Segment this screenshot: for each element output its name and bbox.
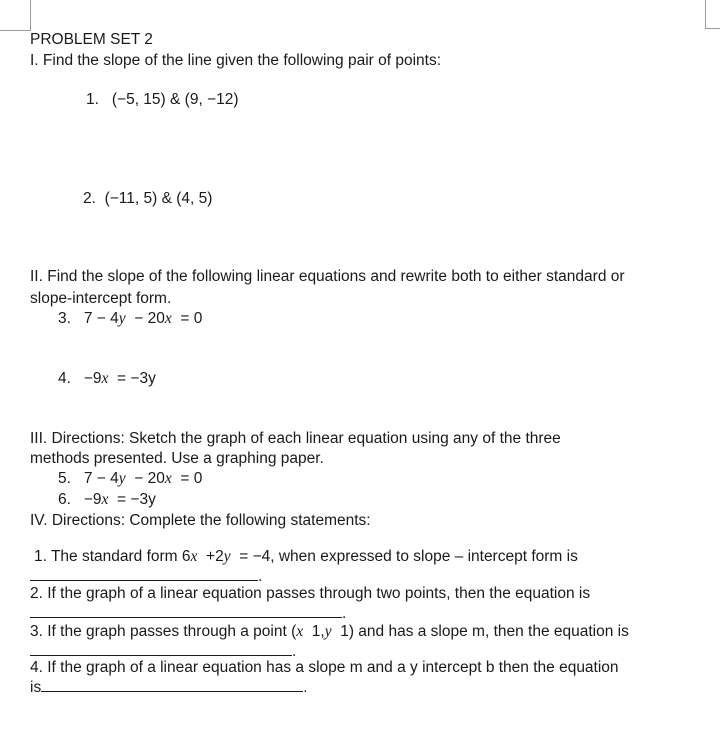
statement-3-answer: [30, 641, 296, 661]
part1-heading: I. Find the slope of the line given the following pair of points:: [30, 52, 441, 69]
variable-y: y: [118, 310, 126, 327]
variable-x: x: [164, 470, 172, 487]
equation-part: −9: [83, 370, 102, 387]
statement-1: [34, 548, 578, 566]
item-number: 4.: [58, 370, 71, 387]
part2-heading-line1: II. Find the slope of the following linear equations and rewrite both to either standard or: [30, 268, 625, 285]
item-number: 6.: [58, 491, 71, 508]
answer-blank-3[interactable]: [30, 641, 292, 656]
statement-text: +2: [197, 548, 224, 565]
equation-part: = 0: [171, 310, 203, 327]
part3-heading-line1: III. Directions: Sketch the graph of each linear equation using any of the three: [30, 430, 561, 447]
variable-x: x: [101, 491, 109, 508]
page-corner-mark-left: [0, 0, 31, 31]
statement-2: 2. If the graph of a linear equation passes through two points, then the equation is: [30, 585, 591, 602]
answer-blank-2[interactable]: [30, 603, 342, 618]
statement-text: is: [30, 679, 42, 696]
answer-blank-4[interactable]: [41, 677, 303, 692]
variable-x: x: [164, 310, 172, 327]
item-6: [58, 491, 156, 509]
statement-2-answer: [30, 603, 346, 623]
equation-part: − 20: [125, 470, 165, 487]
item-2: [83, 190, 212, 208]
variable-y: y: [118, 470, 126, 487]
variable-x: x: [296, 623, 304, 640]
statement-3: [30, 623, 629, 641]
statement-period: .: [292, 643, 297, 660]
statement-1-answer: [30, 566, 262, 586]
equation-part: = 0: [171, 470, 203, 487]
statement-period: .: [303, 679, 308, 696]
item-number: 3.: [58, 310, 71, 327]
item-number: 5.: [58, 470, 71, 487]
statement-4: 4. If the graph of a linear equation has a slope m and a y intercept b then the equation: [30, 659, 619, 676]
item-5: [58, 470, 202, 488]
item-number: 1.: [86, 91, 99, 108]
variable-x: x: [101, 370, 109, 387]
answer-blank-1[interactable]: [30, 566, 258, 581]
statement-text: 1) and has a slope m, then the equation is: [331, 623, 629, 640]
page-corner-mark-right: [705, 0, 720, 29]
statement-text: = −4, when expressed to slope – intercept form is: [230, 548, 578, 565]
statement-period: .: [342, 605, 347, 622]
part2-heading-line2: slope-intercept form.: [30, 290, 172, 307]
part4-heading: IV. Directions: Complete the following statements:: [30, 512, 371, 529]
equation-part: −9: [83, 491, 102, 508]
item-1: [86, 91, 239, 109]
problem-set-title: PROBLEM SET 2: [30, 31, 153, 48]
equation-part: 7 − 4: [83, 310, 119, 327]
part3-heading-line2: methods presented. Use a graphing paper.: [30, 450, 324, 467]
equation-part: 7 − 4: [83, 470, 119, 487]
statement-4-answer: [30, 677, 308, 697]
statement-text: 1,: [303, 623, 325, 640]
statement-period: .: [258, 568, 263, 585]
equation-part: − 20: [125, 310, 165, 327]
item-3: [58, 310, 202, 328]
equation-part: = −3y: [108, 491, 156, 508]
equation-part: = −3y: [108, 370, 156, 387]
statement-text: 3. If the graph passes through a point (: [30, 623, 297, 640]
variable-y: y: [324, 623, 332, 640]
item-number: 2.: [83, 190, 96, 207]
statement-text: 1. The standard form 6: [34, 548, 191, 565]
variable-y: y: [223, 548, 231, 565]
points-pair: (−5, 15) & (9, −12): [111, 91, 239, 108]
item-4: [58, 370, 156, 388]
variable-x: x: [190, 548, 198, 565]
points-pair: (−11, 5) & (4, 5): [104, 190, 213, 207]
